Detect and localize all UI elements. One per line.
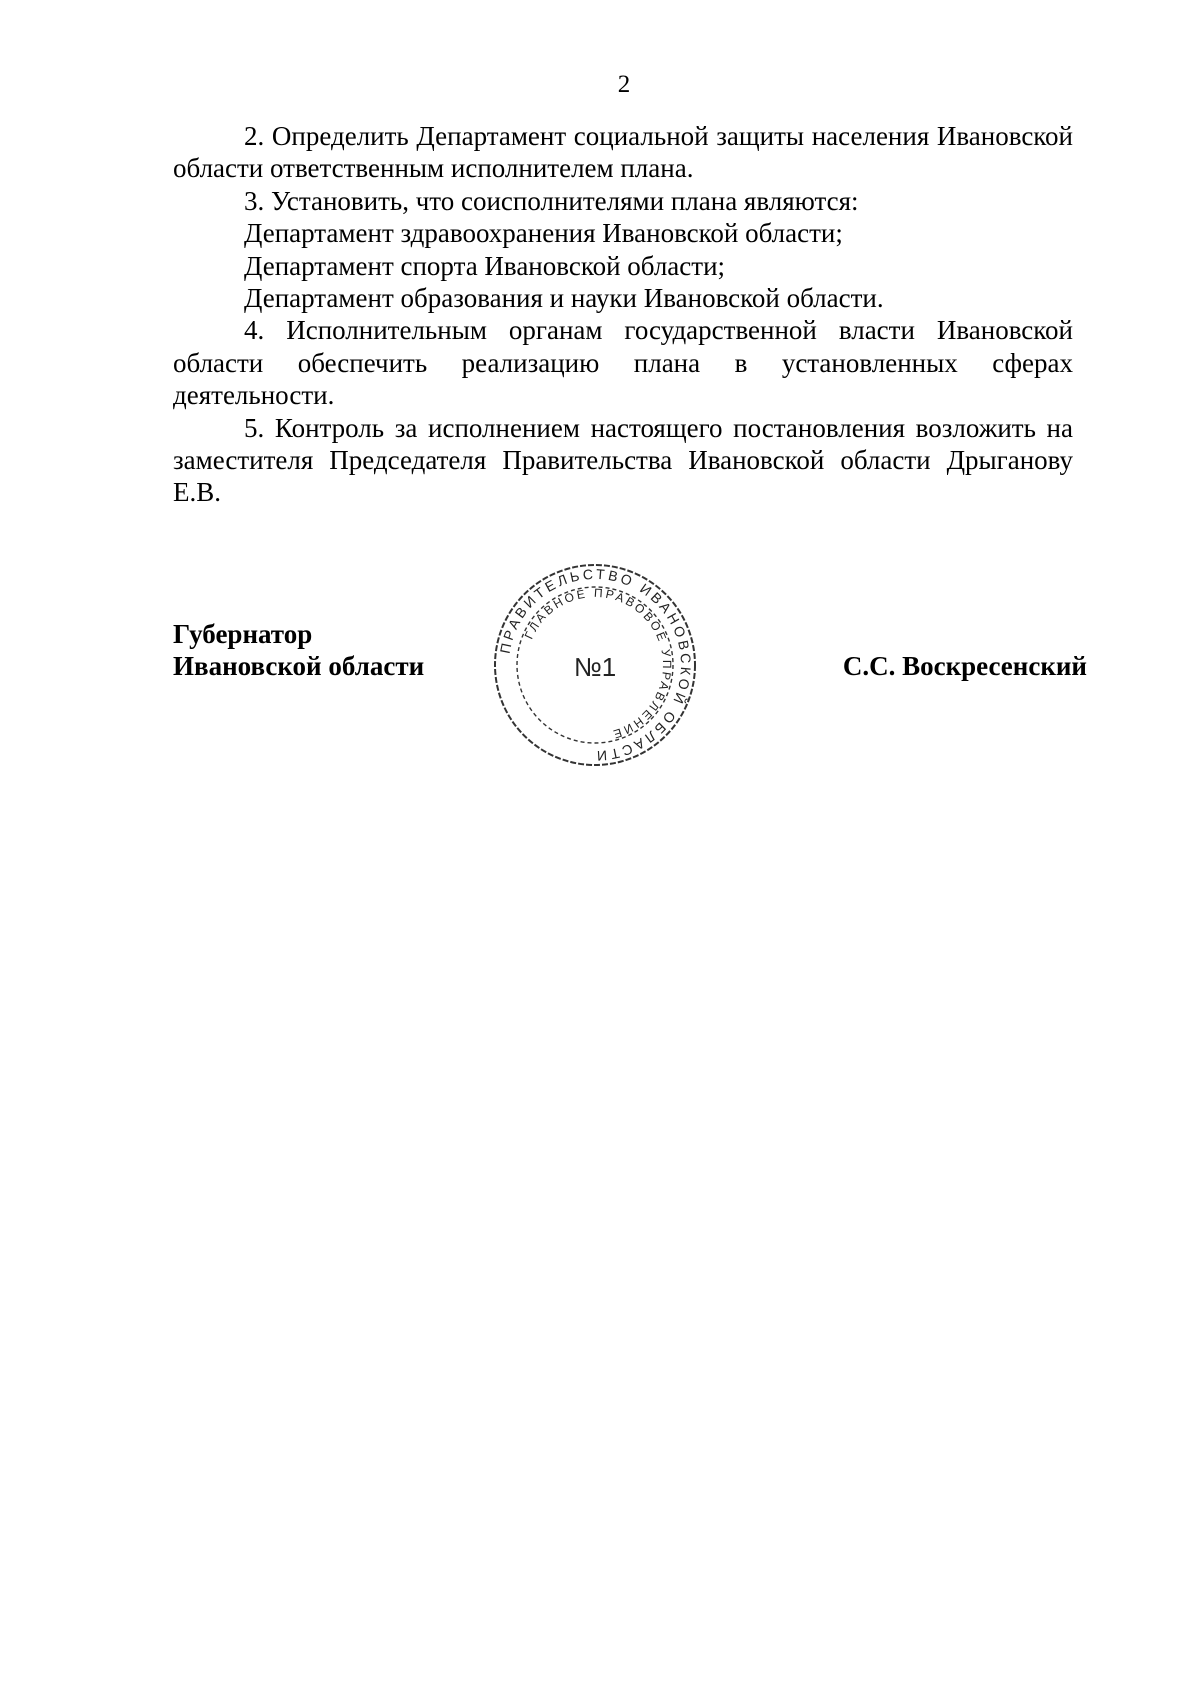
seal-inner-text: ГЛАВНОЕ ПРАВОВОЕ УПРАВЛЕНИЕ [521, 585, 675, 742]
paragraph-sport-department: Департамент спорта Ивановской области; [244, 250, 726, 281]
signer-title-line2: Ивановской области [173, 651, 425, 681]
seal-outer-text: ПРАВИТЕЛЬСТВО ИВАНОВСКОЙ ОБЛАСТИ [496, 565, 695, 765]
seal-number: №1 [573, 652, 617, 682]
paragraph-control: 5. Контроль за исполнением настоящего постановления возложить на заместителя Председателя Правительства Ивановской области Дрыганову Е.В. [173, 412, 1073, 508]
official-seal [490, 560, 700, 770]
paragraph-executive-bodies: 4. Исполнительным органам государственной власти Ивановской области обеспечить реализацию плана в установленных сферах деятельности. [173, 315, 1073, 411]
signer-title-line1: Губернатор [173, 619, 313, 649]
paragraph-education-department: Департамент образования и науки Ивановской области. [244, 283, 884, 314]
document-body [173, 120, 1073, 509]
signer-title [173, 618, 424, 682]
page-number: 2 [617, 71, 631, 98]
paragraph-health-department: Департамент здравоохранения Ивановской области; [244, 218, 843, 249]
paragraph-responsible-executor: 2. Определить Департамент социальной защиты населения Ивановской области ответственным исполнителем плана. [173, 121, 1073, 184]
paragraph-co-executors: 3. Установить, что соисполнителями плана являются: [244, 185, 859, 216]
signer-name: С.С. Воскресенский [842, 651, 1087, 681]
